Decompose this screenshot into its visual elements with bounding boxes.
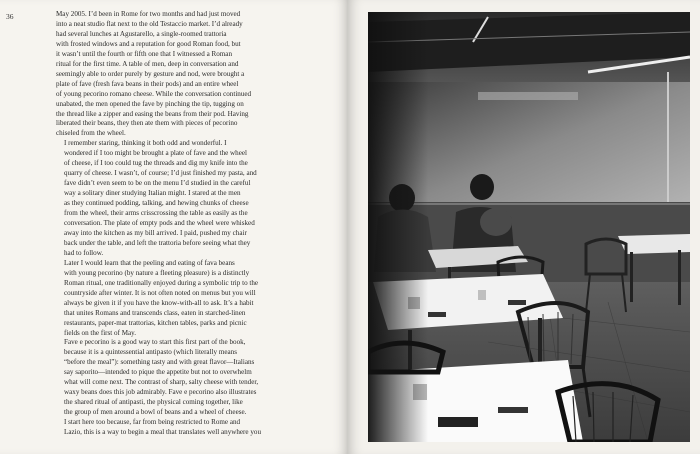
text-line: conversation. The plate of empty pods and the wheel were whisked <box>64 219 255 228</box>
trattoria-photo <box>368 12 690 442</box>
text-line: May 2005. I’d been in Rome for two months and had just moved <box>56 10 241 18</box>
text-line: fave didn’t even seem to be on the menu I’d studied in the careful <box>64 179 251 188</box>
text-line: countryside after winter. It is not often noted on menus but you will <box>64 288 256 297</box>
text-line: the group of men around a bowl of beans and a wheel of cheese. <box>64 408 247 417</box>
text-line: away into the kitchen as my bill arrived. I paid, pushed my chair <box>64 228 247 237</box>
text-line: with frosted windows and a reputation for good Roman food, but <box>56 39 241 48</box>
paragraph <box>56 139 332 258</box>
text-line: quarry of cheese. I wasn’t, of course; I’d just finished my pasta, and <box>64 169 257 178</box>
text-line: had to follow. <box>64 248 104 257</box>
right-page <box>348 0 700 454</box>
text-line: Later I would learn that the peeling and eating of fava beans <box>64 258 235 267</box>
text-line: Roman ritual, one traditionally enjoyed during a symbolic trip to the <box>64 278 259 287</box>
text-line: the shared ritual of antipasti, the physical coming together, like <box>64 398 243 407</box>
text-line: into a neat studio flat next to the old Testaccio market. I’d already <box>56 19 243 28</box>
text-line: with young pecorino (by nature a fleeting pleasure) is a distinctly <box>64 268 250 277</box>
text-line: what will come next. The contrast of sharp, salty cheese with tender, <box>64 378 259 387</box>
text-line: back under the table, and left the trattoria before seeing what they <box>64 238 251 247</box>
text-line: waxy beans does this job admirably. Fave e pecorino also illustrates <box>64 388 257 397</box>
text-line: liberated their beans, they then ate them with pieces of pecorino <box>56 119 238 128</box>
text-line: plate of fave (fresh fava beans in their pods) and an entire wheel <box>56 79 239 88</box>
text-line: chiseled from the wheel. <box>56 129 126 138</box>
text-line: because it is a quintessential antipasto (which literally means <box>64 348 237 357</box>
text-line: as they continued podding, talking, and hewing chunks of cheese <box>64 199 249 208</box>
text-line: that unites Romans and transcends class, eaten in starched-linen <box>64 308 246 317</box>
text-line: Lazio, this is a way to begin a meal that translates well anywhere you <box>64 428 261 437</box>
text-line: way a solitary diner studying Italian might. I stared at the men <box>64 189 241 198</box>
text-line: ritual for the first time. A table of men, deep in conversation and <box>56 59 239 68</box>
text-line: wondered if I too might be brought a plate of fave and the wheel <box>64 149 247 158</box>
text-line: seemingly able to order purely by gesture and nod, were brought a <box>56 69 245 78</box>
text-line: had several lunches at Agustarello, a single-roomed trattoria <box>56 29 227 38</box>
text-line: of young pecorino romano cheese. While the conversation continued <box>56 89 252 98</box>
paragraph <box>56 259 332 339</box>
text-line: Fave e pecorino is a good way to start this first part of the book, <box>64 338 246 347</box>
body-text <box>56 10 332 438</box>
left-page <box>0 0 348 454</box>
text-line: the thread like a zipper and easing the beans from their pod. Having <box>56 109 249 118</box>
text-line: unabated, the men opened the fave by pinching the tip, tugging on <box>56 99 244 108</box>
text-line: always be given it if you have the know-with-all to ask. It’s a habit <box>64 298 254 307</box>
text-line: “before the meal”): something tasty and with great flavor—Italians <box>64 358 255 367</box>
text-line: it wasn’t until the fourth or fifth one that I witnessed a Roman <box>56 49 232 58</box>
text-line: say saporito—intended to pique the appetite but not to overwhelm <box>64 368 252 377</box>
text-line: from the wheel, their arms crisscrossing the table as easily as the <box>64 209 248 218</box>
text-line: I remember staring, thinking it both odd and wonderful. I <box>64 139 227 148</box>
text-line: of cheese, if I too could tug the threads and dig my knife into the <box>64 159 248 168</box>
text-line: restaurants, paper-mat trattorias, kitchen tables, parks and picnic <box>64 318 247 327</box>
page-number: 36 <box>6 12 14 21</box>
paragraph <box>56 338 332 418</box>
paragraph <box>56 10 332 139</box>
paragraph <box>56 418 332 438</box>
text-line: fields on the first of May. <box>64 328 137 337</box>
text-line: I start here too because, far from being restricted to Rome and <box>64 418 241 427</box>
